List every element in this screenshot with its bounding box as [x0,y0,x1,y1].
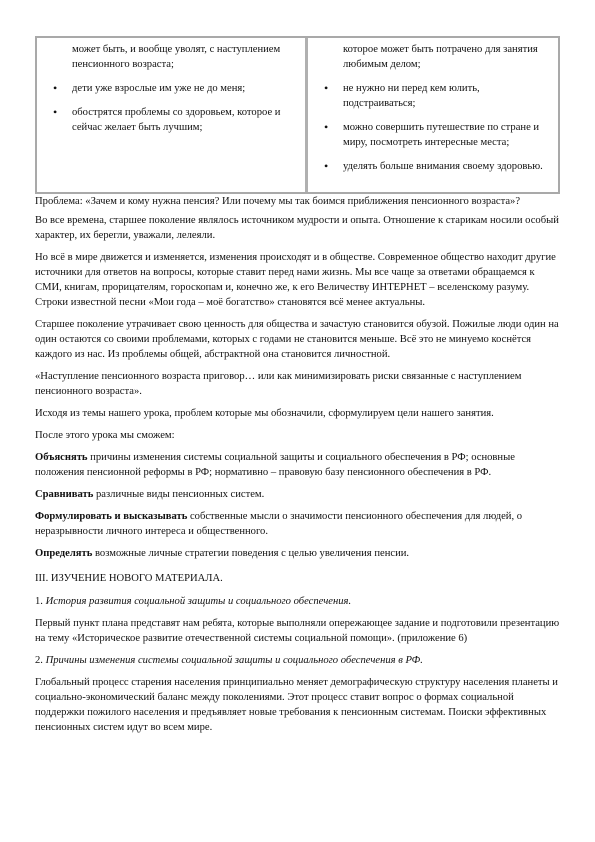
paragraph: Исходя из темы нашего урока, проблем которые мы обозначили, сформулируем цели нашего занятия. [35,408,494,419]
goal-text: собственные мысли о значимости пенсионного обеспечения для людей, о неразрывности личного интереса и общественного. [35,511,523,537]
plan-item-number: 2. [35,655,46,666]
goal-verb: Сравнивать [35,489,94,500]
section-heading: III. ИЗУЧЕНИЕ НОВОГО МАТЕРИАЛА. [35,573,223,584]
bullet-item: • можно совершить путешествие по стране и миру, посмотреть интересные места; [324,120,550,150]
plan-item-1-heading [35,594,562,609]
paragraph: Во все времена, старшее поколение являлось источником мудрости и опыта. Отношение к старикам носили особый характер, их берегли, уважали, лелеяли. [35,215,559,241]
table-cell-continuation: которое может быть потрачено для занятия любимым делом; [343,44,538,70]
plan-item-title: Причины изменения системы социальной защиты и социального обеспечения в РФ. [45,655,423,666]
table-left-column [37,38,308,192]
worries-vs-benefits-table [35,36,560,194]
paragraph: Но всё в мире движется и изменяется, изменения происходят и в обществе. Современное общество находит другие источники для ответов на вопросы, которые ставит перед нами жизнь. Мы все чаще за ответами обращаемся к СМИ, книгам, прорицателям, гороскопам и, конечно же, к его Величеству ИНТЕРНЕТ – вселенскому разуму. Строки известной песни «Мои года – моё богатство» становятся всё менее актуальны. [35,252,556,308]
lesson-topic-quote: «Наступление пенсионного возраста приговор… или как минимизировать риски связанные с наступлением пенсионного возраста». [35,371,522,397]
bullet-item: • не нужно ни перед кем юлить, подстраиваться; [324,81,550,111]
plan-item-2-heading [35,653,562,668]
goal-verb: Объяснять [35,452,88,463]
table-right-column [308,38,558,192]
bullet-item: • обострятся проблемы со здоровьем, которое и сейчас желает быть лучшим; [53,105,297,135]
paragraph: Глобальный процесс старения населения принципиально меняет демографическую структуру населения планеты и социально-экономический баланс между поколениями. Этот процесс ставит вопрос о формах социальной поддержки пожилого населения и предъявляет новые требования к пенсионным системам. Поиски эффективных пенсионных систем идут во всем мире. [35,677,558,733]
paragraph: Первый пункт плана представят нам ребята, которые выполняли опережающее задание и подготовили презентацию на тему «Историческое развитие отечественной системы социальной помощи». (приложение 6) [35,618,560,644]
paragraph: Старшее поколение утрачивает свою ценность для общества и зачастую становится обузой. Пожилые люди один на один остаются со своими проблемами, которых с годами не становится меньше. Всё это не минуемо коснётся каждого из нас. Из проблемы общей, абстрактной она становится личностной. [35,319,559,360]
goal-explain [35,450,562,480]
bullet-item: • уделять больше внимания своему здоровью. [324,159,550,174]
problem-statement: Проблема: «Зачем и кому нужна пенсия? Или почему мы так боимся приближения пенсионного возраста»? [35,196,521,207]
bullet-item: • дети уже взрослые им уже не до меня; [53,81,297,96]
goal-text: различные виды пенсионных систем. [93,489,265,500]
goal-verb: Формулировать и высказывать [35,511,188,522]
goal-text: причины изменения системы социальной защиты и социального обеспечения в РФ; основные положения пенсионной реформы в РФ; нормативно – правовую базу пенсионного обеспечения в РФ. [35,452,515,478]
document-body [35,194,562,742]
plan-item-number: 1. [35,596,46,607]
plan-item-title: История развития социальной защиты и социального обеспечения. [45,596,352,607]
goal-determine [35,546,562,561]
goal-formulate [35,509,562,539]
goal-verb: Определять [35,548,93,559]
table-cell-continuation: может быть, и вообще уволят, с наступлением пенсионного возраста; [72,44,281,70]
paragraph: После этого урока мы сможем: [35,430,175,441]
goal-text: возможные личные стратегии поведения с целью увеличения пенсии. [92,548,410,559]
goal-compare [35,487,562,502]
